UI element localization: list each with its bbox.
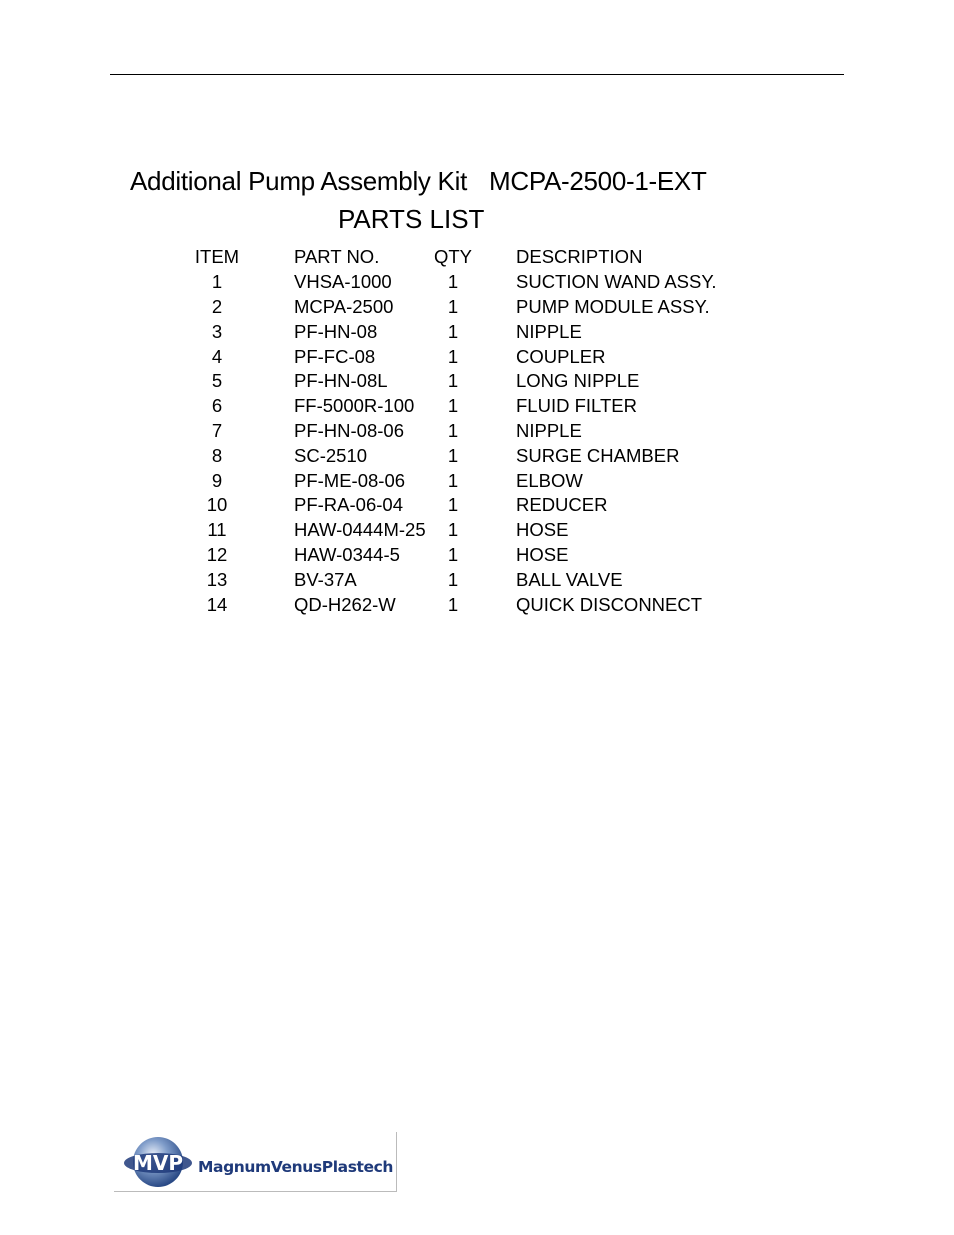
cell-item: 11 <box>207 519 227 541</box>
cell-description: COUPLER <box>516 345 606 367</box>
cell-item: 4 <box>211 345 223 367</box>
cell-part-no: QD-H262-W <box>294 593 396 615</box>
cell-part-no: PF-HN-08 <box>294 320 378 342</box>
cell-qty: 1 <box>447 469 459 491</box>
table-row <box>180 493 716 518</box>
logo-mark-text <box>120 1134 200 1190</box>
cell-item: 2 <box>211 295 223 317</box>
cell-description: HOSE <box>516 543 569 565</box>
table-row <box>180 443 716 468</box>
parts-table <box>180 245 716 617</box>
kit-name: Additional Pump Assembly Kit <box>130 166 467 196</box>
cell-part-no: PF-FC-08 <box>294 345 376 367</box>
cell-item: 10 <box>206 494 228 516</box>
table-row <box>180 518 716 543</box>
cell-description: FLUID FILTER <box>516 395 637 417</box>
cell-part-no: PF-HN-08-06 <box>294 419 404 441</box>
cell-part-no: MCPA-2500 <box>294 295 394 317</box>
cell-description: SUCTION WAND ASSY. <box>516 271 717 293</box>
company-logo <box>114 1132 397 1192</box>
table-row <box>180 567 716 592</box>
cell-part-no: SC-2510 <box>294 444 368 466</box>
cell-qty: 1 <box>447 444 459 466</box>
cell-description: REDUCER <box>516 494 608 516</box>
cell-item: 12 <box>206 543 228 565</box>
cell-item: 13 <box>206 568 228 590</box>
cell-item: 14 <box>206 593 228 615</box>
parts-list-heading: PARTS LIST <box>338 204 485 234</box>
table-row <box>180 295 716 320</box>
header-item: ITEM <box>194 246 240 268</box>
cell-item: 1 <box>211 271 223 293</box>
cell-item: 5 <box>211 370 223 392</box>
cell-description: NIPPLE <box>516 419 582 441</box>
table-row <box>180 344 716 369</box>
table-row <box>180 543 716 568</box>
cell-description: LONG NIPPLE <box>516 370 640 392</box>
cell-item: 3 <box>211 320 223 342</box>
header-rule <box>110 74 844 75</box>
table-row <box>180 319 716 344</box>
cell-description: BALL VALVE <box>516 568 623 590</box>
cell-description: HOSE <box>516 519 569 541</box>
cell-qty: 1 <box>447 345 459 367</box>
table-row <box>180 369 716 394</box>
cell-part-no: PF-ME-08-06 <box>294 469 406 491</box>
table-row <box>180 394 716 419</box>
cell-qty: 1 <box>447 271 459 293</box>
table-header-row <box>180 245 716 270</box>
cell-qty: 1 <box>447 519 459 541</box>
cell-description: ELBOW <box>516 469 583 491</box>
table-row <box>180 419 716 444</box>
cell-qty: 1 <box>447 320 459 342</box>
kit-id: MCPA-2500-1-EXT <box>489 166 707 196</box>
cell-item: 9 <box>211 469 223 491</box>
cell-item: 7 <box>211 419 223 441</box>
table-row <box>180 592 716 617</box>
cell-description: NIPPLE <box>516 320 582 342</box>
cell-qty: 1 <box>447 543 459 565</box>
cell-description: SURGE CHAMBER <box>516 444 680 466</box>
cell-part-no: VHSA-1000 <box>294 271 392 293</box>
company-name: MagnumVenusPlastech <box>198 1158 394 1176</box>
parts-table-body <box>180 270 716 617</box>
cell-item: 6 <box>211 395 223 417</box>
header-description: DESCRIPTION <box>516 246 643 268</box>
cell-part-no: FF-5000R-100 <box>294 395 415 417</box>
header-part-no: PART NO. <box>294 246 380 268</box>
header-qty: QTY <box>433 246 473 268</box>
cell-item: 8 <box>211 444 223 466</box>
page-title <box>130 166 707 197</box>
cell-part-no: BV-37A <box>294 568 357 590</box>
cell-part-no: PF-RA-06-04 <box>294 494 403 516</box>
cell-qty: 1 <box>447 295 459 317</box>
svg-text:MVP: MVP <box>132 1151 184 1175</box>
cell-description: QUICK DISCONNECT <box>516 593 703 615</box>
cell-description: PUMP MODULE ASSY. <box>516 295 710 317</box>
cell-qty: 1 <box>447 593 459 615</box>
table-row <box>180 468 716 493</box>
cell-part-no: HAW-0344-5 <box>294 543 400 565</box>
cell-qty: 1 <box>447 419 459 441</box>
cell-qty: 1 <box>447 370 459 392</box>
cell-part-no: PF-HN-08L <box>294 370 388 392</box>
cell-qty: 1 <box>447 568 459 590</box>
table-row <box>180 270 716 295</box>
cell-qty: 1 <box>447 395 459 417</box>
cell-qty: 1 <box>447 494 459 516</box>
cell-part-no: HAW-0444M-25 <box>294 519 426 541</box>
